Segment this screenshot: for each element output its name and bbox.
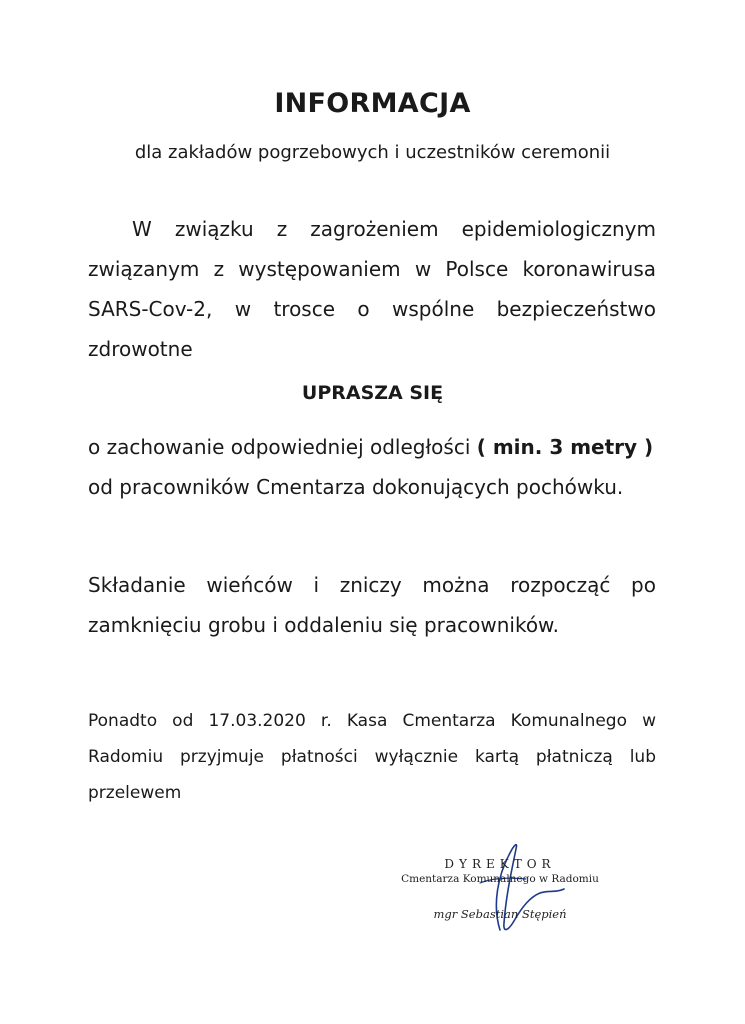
stamp-name: mgr Sebastian Stępień [433, 907, 567, 921]
stamp-title: DYREKTOR [444, 857, 556, 871]
page-title: INFORMACJA [274, 88, 471, 119]
stamp-organization: Cmentarza Komunalnego w Radomiu [401, 873, 599, 885]
wreaths-paragraph: Składanie wieńców i zniczy można rozpocząć po zamknięciu grobu i oddaleniu się pracowników. [88, 573, 656, 637]
distance-emphasis: ( min. 3 metry ) [476, 435, 654, 459]
director-stamp [380, 835, 620, 945]
page-subtitle: dla zakładów pogrzebowych i uczestników ceremonii [134, 142, 611, 163]
request-heading: UPRASZA SIĘ [301, 382, 444, 404]
distance-text-before: o zachowanie odpowiedniej odległości [88, 435, 477, 459]
intro-paragraph: W związku z zagrożeniem epidemiologicznym związanym z występowaniem w Polsce koronawirusa SARS-Cov-2, w trosce o wspólne bezpieczeństwo zdrowotne [88, 217, 656, 361]
signature-icon [380, 835, 620, 945]
cashier-paragraph: Ponadto od 17.03.2020 r. Kasa Cmentarza Komunalnego w Radomiu przyjmuje płatności wyłącznie kartą płatniczą lub przelewem [88, 711, 656, 803]
distance-text-after: od pracowników Cmentarza dokonujących pochówku. [88, 475, 624, 499]
distance-paragraph [88, 427, 656, 507]
